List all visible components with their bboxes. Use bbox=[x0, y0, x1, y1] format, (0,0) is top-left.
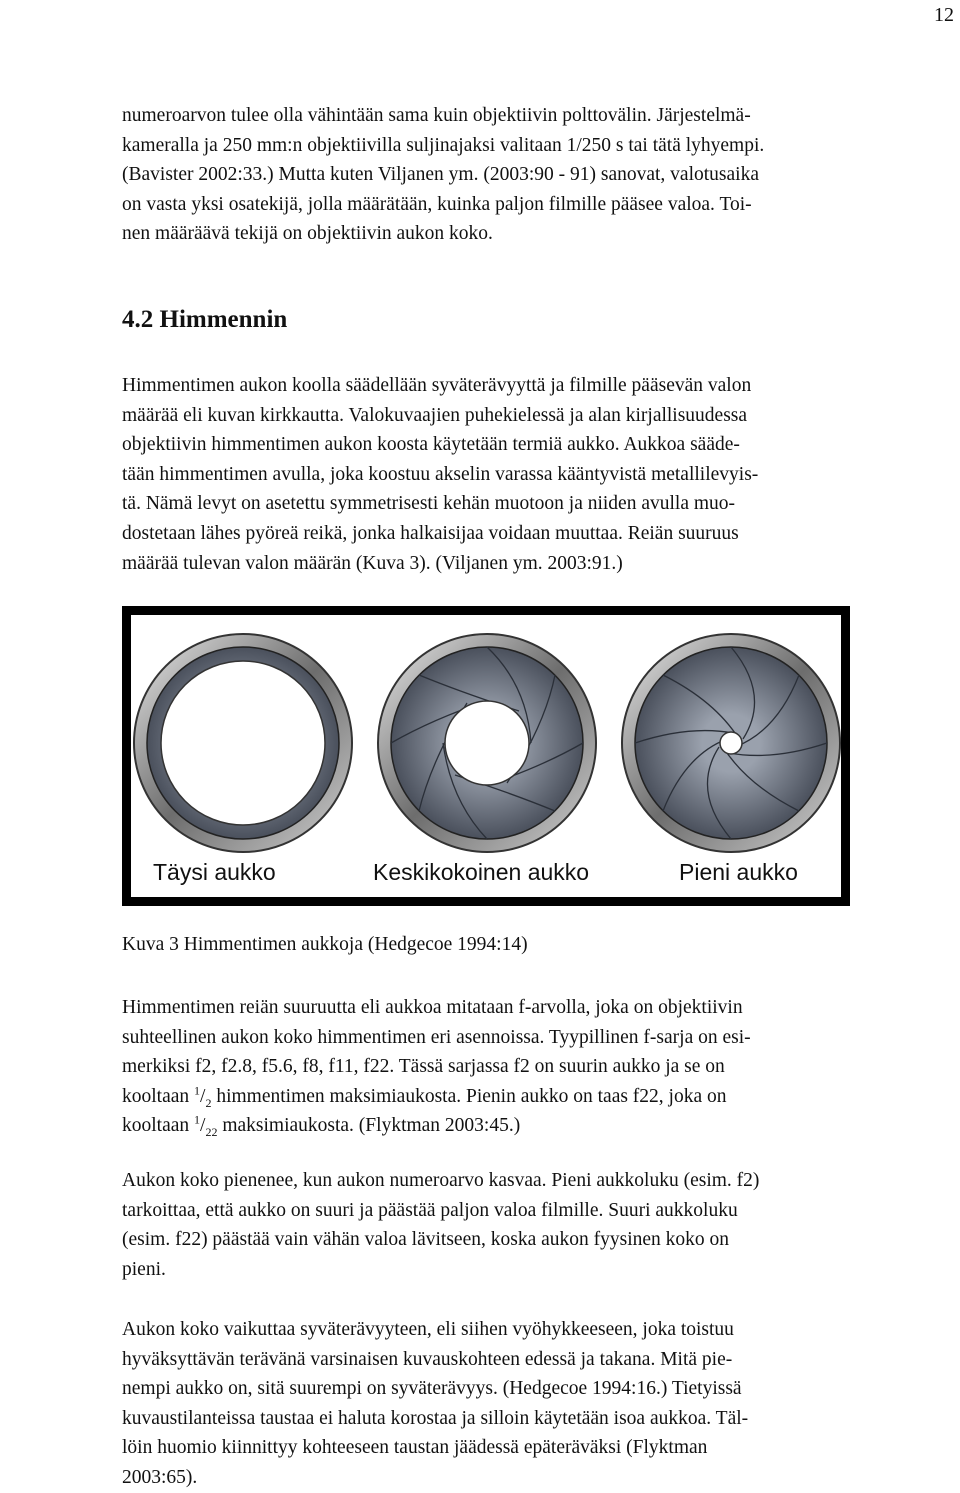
text-line: nempi aukko on, sitä suurempi on syväterävyys. (Hedgecoe 1994:16.) Tietyissä bbox=[122, 1378, 742, 1400]
label-small-aperture: Pieni aukko bbox=[679, 859, 798, 885]
text-line: määrää eli kuvan kirkkautta. Valokuvaajien puhekielessä ja alan kirjallisuudessa bbox=[122, 404, 748, 426]
text-line: tään himmentimen avulla, joka koostuu akselin varassa kääntyvistä metallilevyis- bbox=[122, 463, 759, 485]
text-line: suhteellinen aukon koko himmentimen eri asennoissa. Tyypillinen f-sarja on esi- bbox=[122, 1026, 751, 1048]
text-line: kameralla ja 250 mm:n objektiivilla suljinajaksi valitaan 1/250 s tai tätä lyhyempi. bbox=[122, 134, 765, 156]
medium-aperture-diagram bbox=[378, 634, 596, 852]
text-line: tarkoittaa, että aukko on suuri ja päästää paljon valoa filmille. Suuri aukkoluku bbox=[122, 1199, 738, 1221]
text-line: on vasta yksi osatekijä, jolla määrätään, kuinka paljon filmille pääsee valoa. Toi- bbox=[122, 193, 752, 215]
text-line: Himmentimen reiän suuruutta eli aukkoa mitataan f-arvolla, joka on objektiivin bbox=[122, 997, 743, 1018]
text-segment: himmentimen maksimiaukosta. Pienin aukko on taas f22, joka on bbox=[211, 1085, 727, 1107]
text-line bbox=[122, 1082, 928, 1112]
text-line: hyväksyttävän terävänä varsinaisen kuvauskohteen edessä ja takana. Mitä pie- bbox=[122, 1348, 733, 1370]
fraction-denominator: 22 bbox=[205, 1125, 218, 1140]
label-full-aperture: Täysi aukko bbox=[153, 859, 276, 885]
paragraph-1 bbox=[122, 101, 928, 249]
text-line: (Bavister 2002:33.) Mutta kuten Viljanen ym. (2003:90 - 91) sanovat, valotusaika bbox=[122, 164, 759, 186]
text-line: määrää tulevan valon määrän (Kuva 3). (Viljanen ym. 2003:91.) bbox=[122, 552, 623, 574]
text-line: löin huomio kiinnittyy kohteeseen taustan jäädessä epäteräväksi (Flyktman bbox=[122, 1437, 708, 1459]
page-number: 12 bbox=[934, 4, 954, 26]
fraction-slash: / bbox=[200, 1115, 206, 1137]
text-line: numeroarvon tulee olla vähintään sama kuin objektiivin polttovälin. Järjestelmä- bbox=[122, 105, 751, 126]
fraction-numerator: 1 bbox=[194, 1083, 201, 1098]
fraction-numerator: 1 bbox=[194, 1112, 201, 1127]
label-medium-aperture: Keskikokoinen aukko bbox=[373, 859, 590, 885]
figure-caption: Kuva 3 Himmentimen aukkoja (Hedgecoe 1994:14) bbox=[122, 934, 528, 955]
text-line: pieni. bbox=[122, 1258, 166, 1280]
text-line: tä. Nämä levyt on asetettu symmetrisesti kehän muotoon ja niiden avulla muo- bbox=[122, 493, 736, 515]
text-line bbox=[122, 1111, 928, 1141]
text-line: nen määräävä tekijä on objektiivin aukon koko. bbox=[122, 223, 493, 245]
text-line: 2003:65). bbox=[122, 1466, 198, 1488]
text-line: merkiksi f2, f2.8, f5.6, f8, f11, f22. Tässä sarjassa f2 on suurin aukko ja se on bbox=[122, 1056, 725, 1078]
paragraph-5 bbox=[122, 1315, 928, 1493]
fraction-denominator: 2 bbox=[205, 1095, 212, 1110]
full-aperture-diagram bbox=[134, 634, 352, 852]
paragraph-3 bbox=[122, 993, 928, 1141]
text-line: Aukon koko pienenee, kun aukon numeroarvo kasvaa. Pieni aukkoluku (esim. f2) bbox=[122, 1170, 760, 1191]
text-segment: kooltaan bbox=[122, 1085, 195, 1107]
fraction-slash: / bbox=[200, 1085, 206, 1107]
paragraph-4 bbox=[122, 1166, 928, 1284]
text-line: kuvaustilanteissa taustaa ei haluta korostaa ja silloin käytetään isoa aukkoa. Täl- bbox=[122, 1407, 749, 1429]
figure-panel bbox=[131, 615, 841, 897]
section-heading: 4.2 Himmennin bbox=[122, 306, 288, 333]
text-segment: kooltaan bbox=[122, 1115, 195, 1137]
text-line: dostetaan lähes pyöreä reikä, jonka halkaisijaa voidaan muuttaa. Reiän suuruus bbox=[122, 522, 739, 544]
small-aperture-diagram bbox=[622, 634, 840, 852]
text-line: Himmentimen aukon koolla säädellään syväterävyyttä ja filmille pääsevän valon bbox=[122, 375, 752, 396]
aperture-illustration bbox=[131, 615, 841, 897]
aperture-figure bbox=[122, 606, 850, 906]
text-line: objektiivin himmentimen aukon koosta käytetään termiä aukko. Aukkoa säädе- bbox=[122, 434, 740, 456]
text-line: Aukon koko vaikuttaa syväterävyyteen, eli siihen vyöhykkeeseen, joka toistuu bbox=[122, 1319, 734, 1340]
paragraph-2 bbox=[122, 371, 928, 578]
text-segment: maksimiaukosta. (Flyktman 2003:45.) bbox=[217, 1115, 521, 1137]
text-line: (esim. f22) päästää vain vähän valoa lävitseen, koska aukon fyysinen koko on bbox=[122, 1229, 730, 1251]
